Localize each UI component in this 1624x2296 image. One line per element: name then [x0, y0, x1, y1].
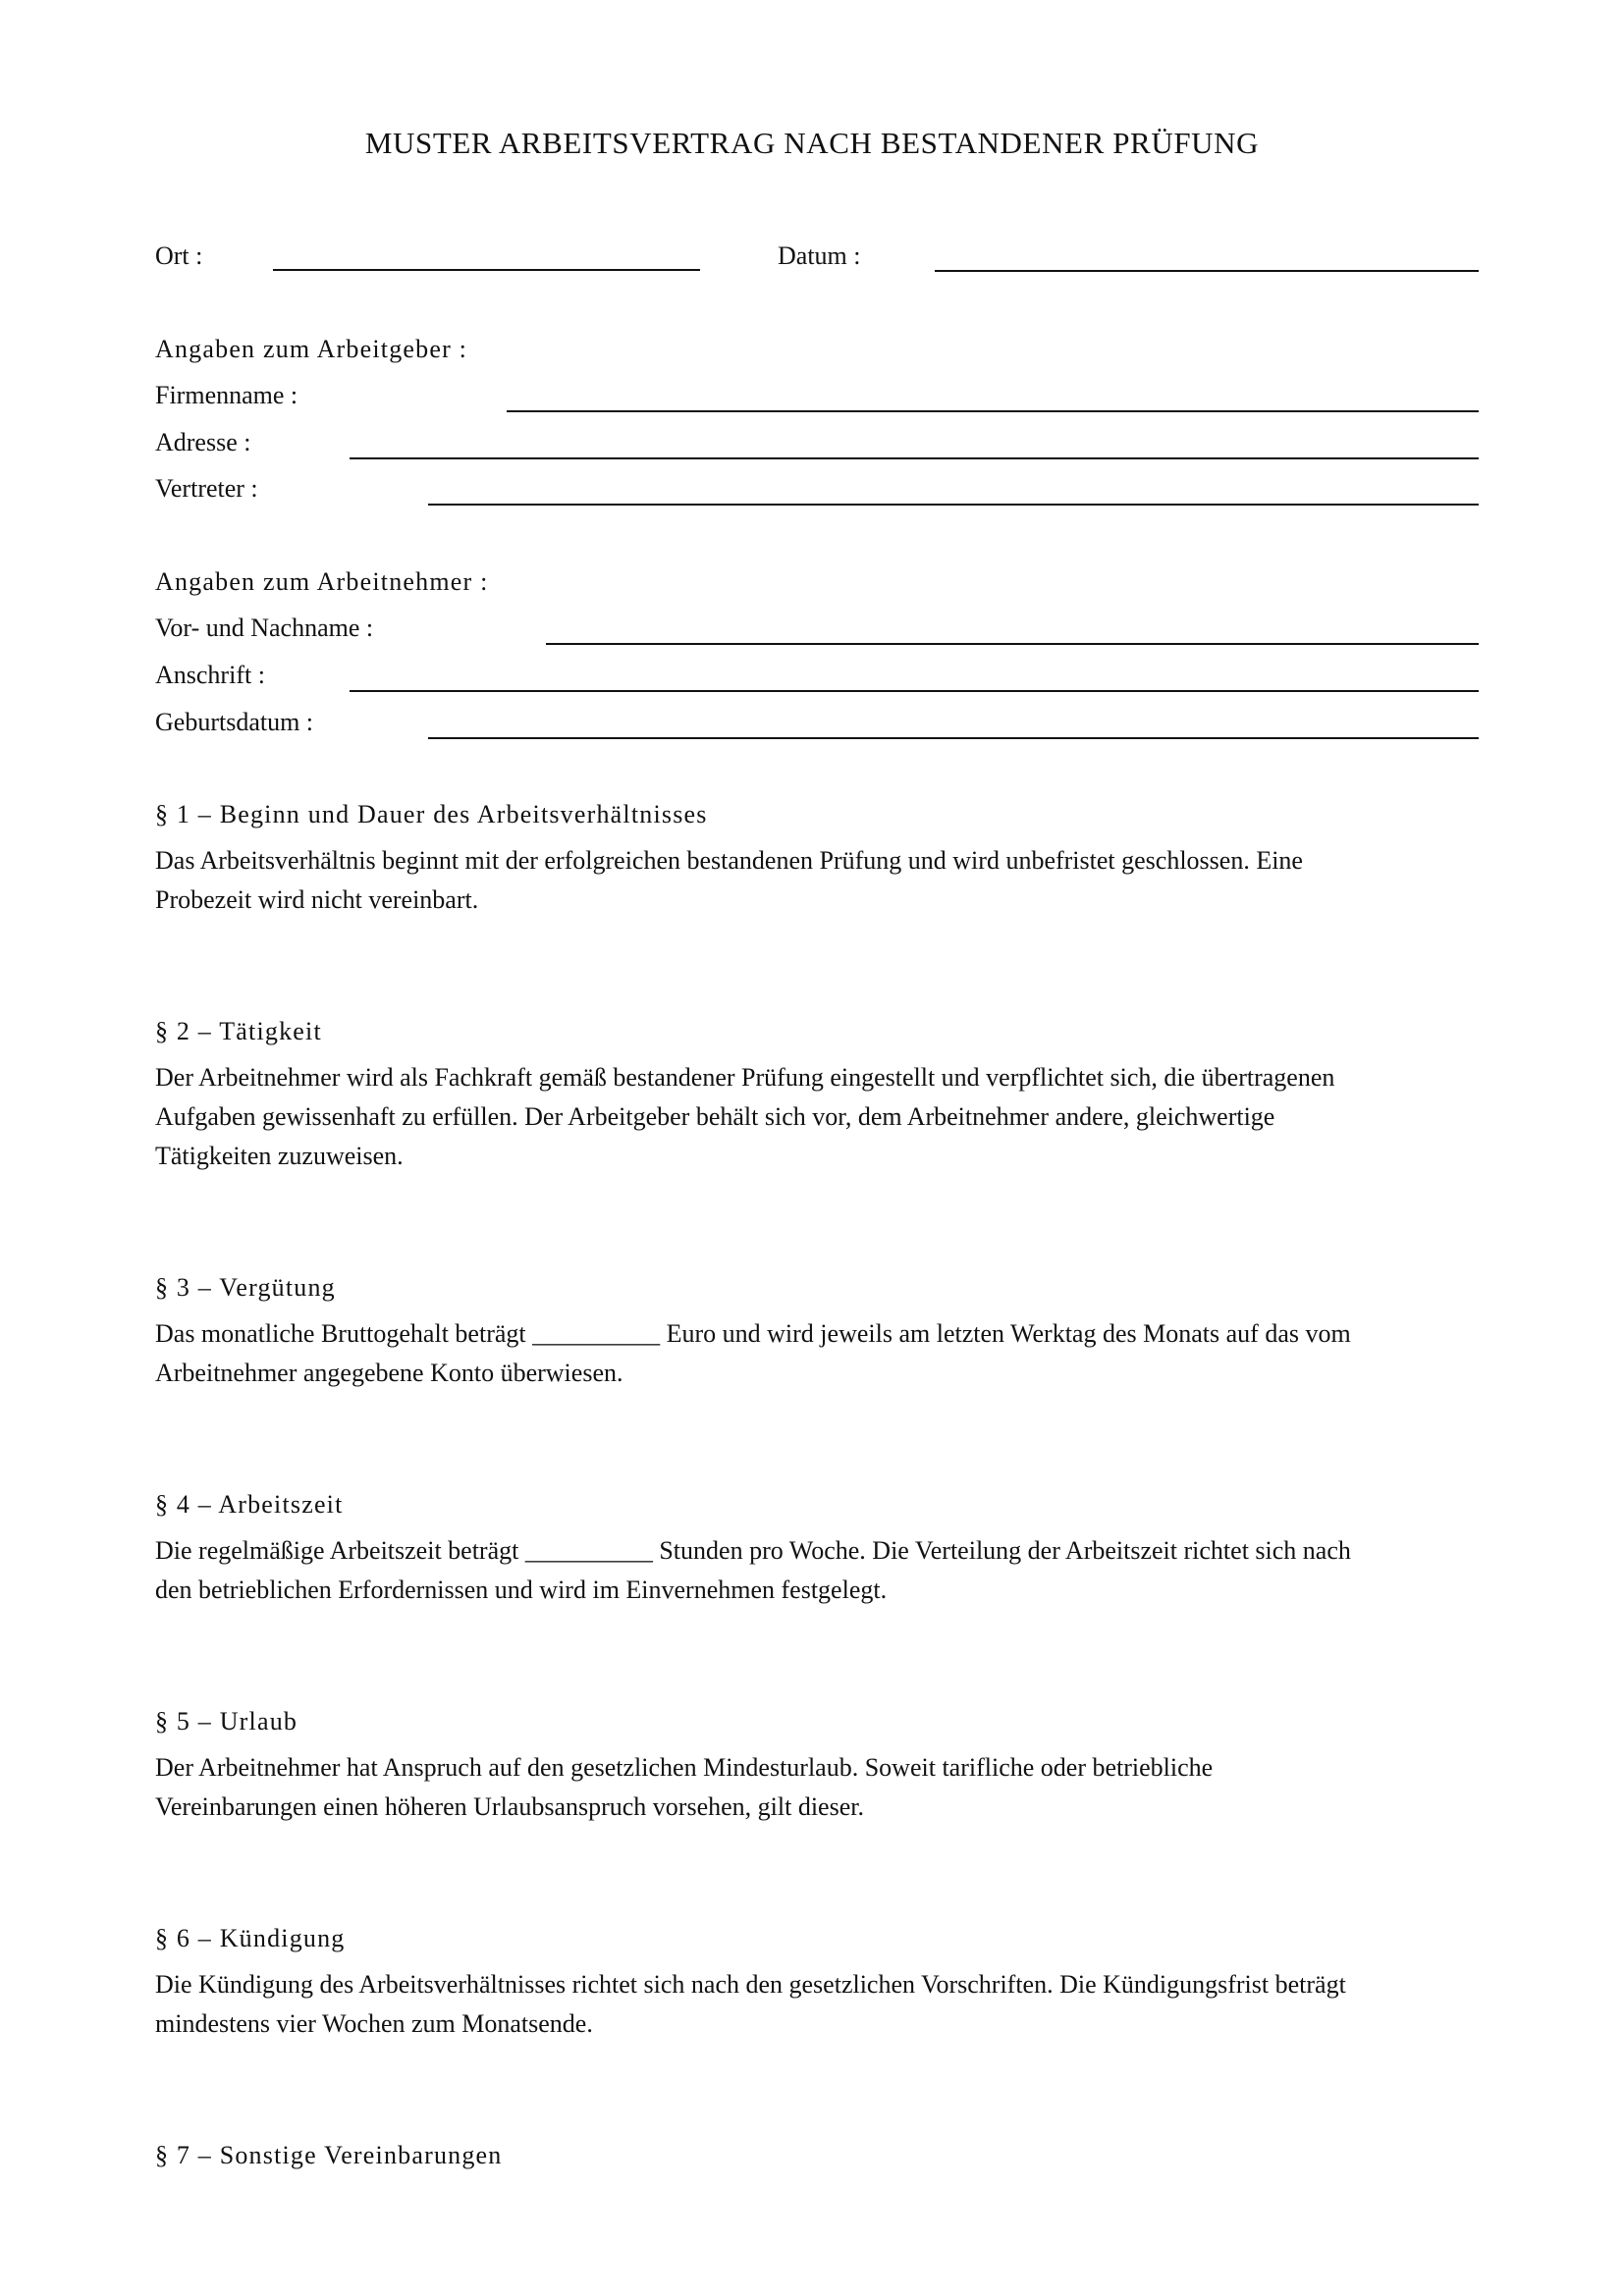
- adresse-label: Adresse :: [155, 428, 251, 456]
- anschrift-field-line[interactable]: [350, 690, 1479, 692]
- paragraph-line: Das monatliche Bruttogehalt beträgt __________ Euro und wird jeweils am letzten Werktag des Monats auf das vom: [155, 1319, 1351, 1348]
- paragraph-line: Die regelmäßige Arbeitszeit beträgt __________ Stunden pro Woche. Die Verteilung der Arbeitszeit richtet sich nach: [155, 1536, 1351, 1565]
- section-heading: § 5 – Urlaub: [155, 1707, 298, 1735]
- section-body: [155, 1531, 1500, 1610]
- firmenname-label: Firmenname :: [155, 381, 298, 409]
- ort-field-line[interactable]: [273, 269, 700, 271]
- section-body: [155, 1314, 1500, 1393]
- document-title: MUSTER ARBEITSVERTRAG NACH BESTANDENER PRÜFUNG: [364, 126, 1260, 160]
- section-body: [155, 1965, 1500, 2044]
- arbeitgeber-heading: Angaben zum Arbeitgeber :: [155, 335, 468, 363]
- vertreter-label: Vertreter :: [155, 474, 258, 503]
- section-heading: § 1 – Beginn und Dauer des Arbeitsverhältnisses: [155, 800, 708, 828]
- section-heading: § 6 – Kündigung: [155, 1924, 346, 1952]
- section-body: [155, 1058, 1500, 1176]
- ort-label: Ort :: [155, 241, 203, 270]
- datum-label: Datum :: [778, 241, 861, 270]
- paragraph-line: Der Arbeitnehmer wird als Fachkraft gemäß bestandener Prüfung eingestellt und verpflichtet sich, die übertragenen: [155, 1063, 1335, 1092]
- paragraph-line: Arbeitnehmer angegebene Konto überwiesen.: [155, 1359, 623, 1387]
- section-heading: § 4 – Arbeitszeit: [155, 1490, 344, 1519]
- paragraph-line: den betrieblichen Erfordernissen und wird im Einvernehmen festgelegt.: [155, 1575, 888, 1604]
- geburtsdatum-field-line[interactable]: [428, 737, 1479, 739]
- paragraph-line: Die Kündigung des Arbeitsverhältnisses richtet sich nach den gesetzlichen Vorschriften. Die Kündigungsfrist beträgt: [155, 1970, 1346, 1999]
- anschrift-label: Anschrift :: [155, 661, 265, 689]
- section-heading: § 7 – Sonstige Vereinbarungen: [155, 2141, 503, 2169]
- firmenname-field-line[interactable]: [507, 410, 1479, 412]
- paragraph-line: Der Arbeitnehmer hat Anspruch auf den gesetzlichen Mindesturlaub. Soweit tarifliche oder betriebliche: [155, 1753, 1214, 1782]
- vertreter-field-line[interactable]: [428, 504, 1479, 506]
- section-heading: § 3 – Vergütung: [155, 1273, 336, 1302]
- section-heading: § 2 – Tätigkeit: [155, 1017, 322, 1045]
- paragraph-line: Tätigkeiten zuzuweisen.: [155, 1142, 404, 1170]
- section-body: [155, 1748, 1500, 1827]
- paragraph-line: Vereinbarungen einen höheren Urlaubsanspruch vorsehen, gilt dieser.: [155, 1792, 864, 1821]
- paragraph-line: Das Arbeitsverhältnis beginnt mit der erfolgreichen bestandenen Prüfung und wird unbefristet geschlossen. Eine: [155, 846, 1303, 875]
- paragraph-line: Probezeit wird nicht vereinbart.: [155, 885, 479, 914]
- datum-field-line[interactable]: [935, 270, 1479, 272]
- adresse-field-line[interactable]: [350, 457, 1479, 459]
- name-field-line[interactable]: [546, 643, 1479, 645]
- geburtsdatum-label: Geburtsdatum :: [155, 708, 314, 736]
- section-body: [155, 841, 1500, 920]
- arbeitnehmer-heading: Angaben zum Arbeitnehmer :: [155, 567, 489, 596]
- name-label: Vor- und Nachname :: [155, 614, 374, 642]
- paragraph-line: mindestens vier Wochen zum Monatsende.: [155, 2009, 593, 2038]
- paragraph-line: Aufgaben gewissenhaft zu erfüllen. Der Arbeitgeber behält sich vor, dem Arbeitnehmer andere, gleichwertige: [155, 1102, 1275, 1131]
